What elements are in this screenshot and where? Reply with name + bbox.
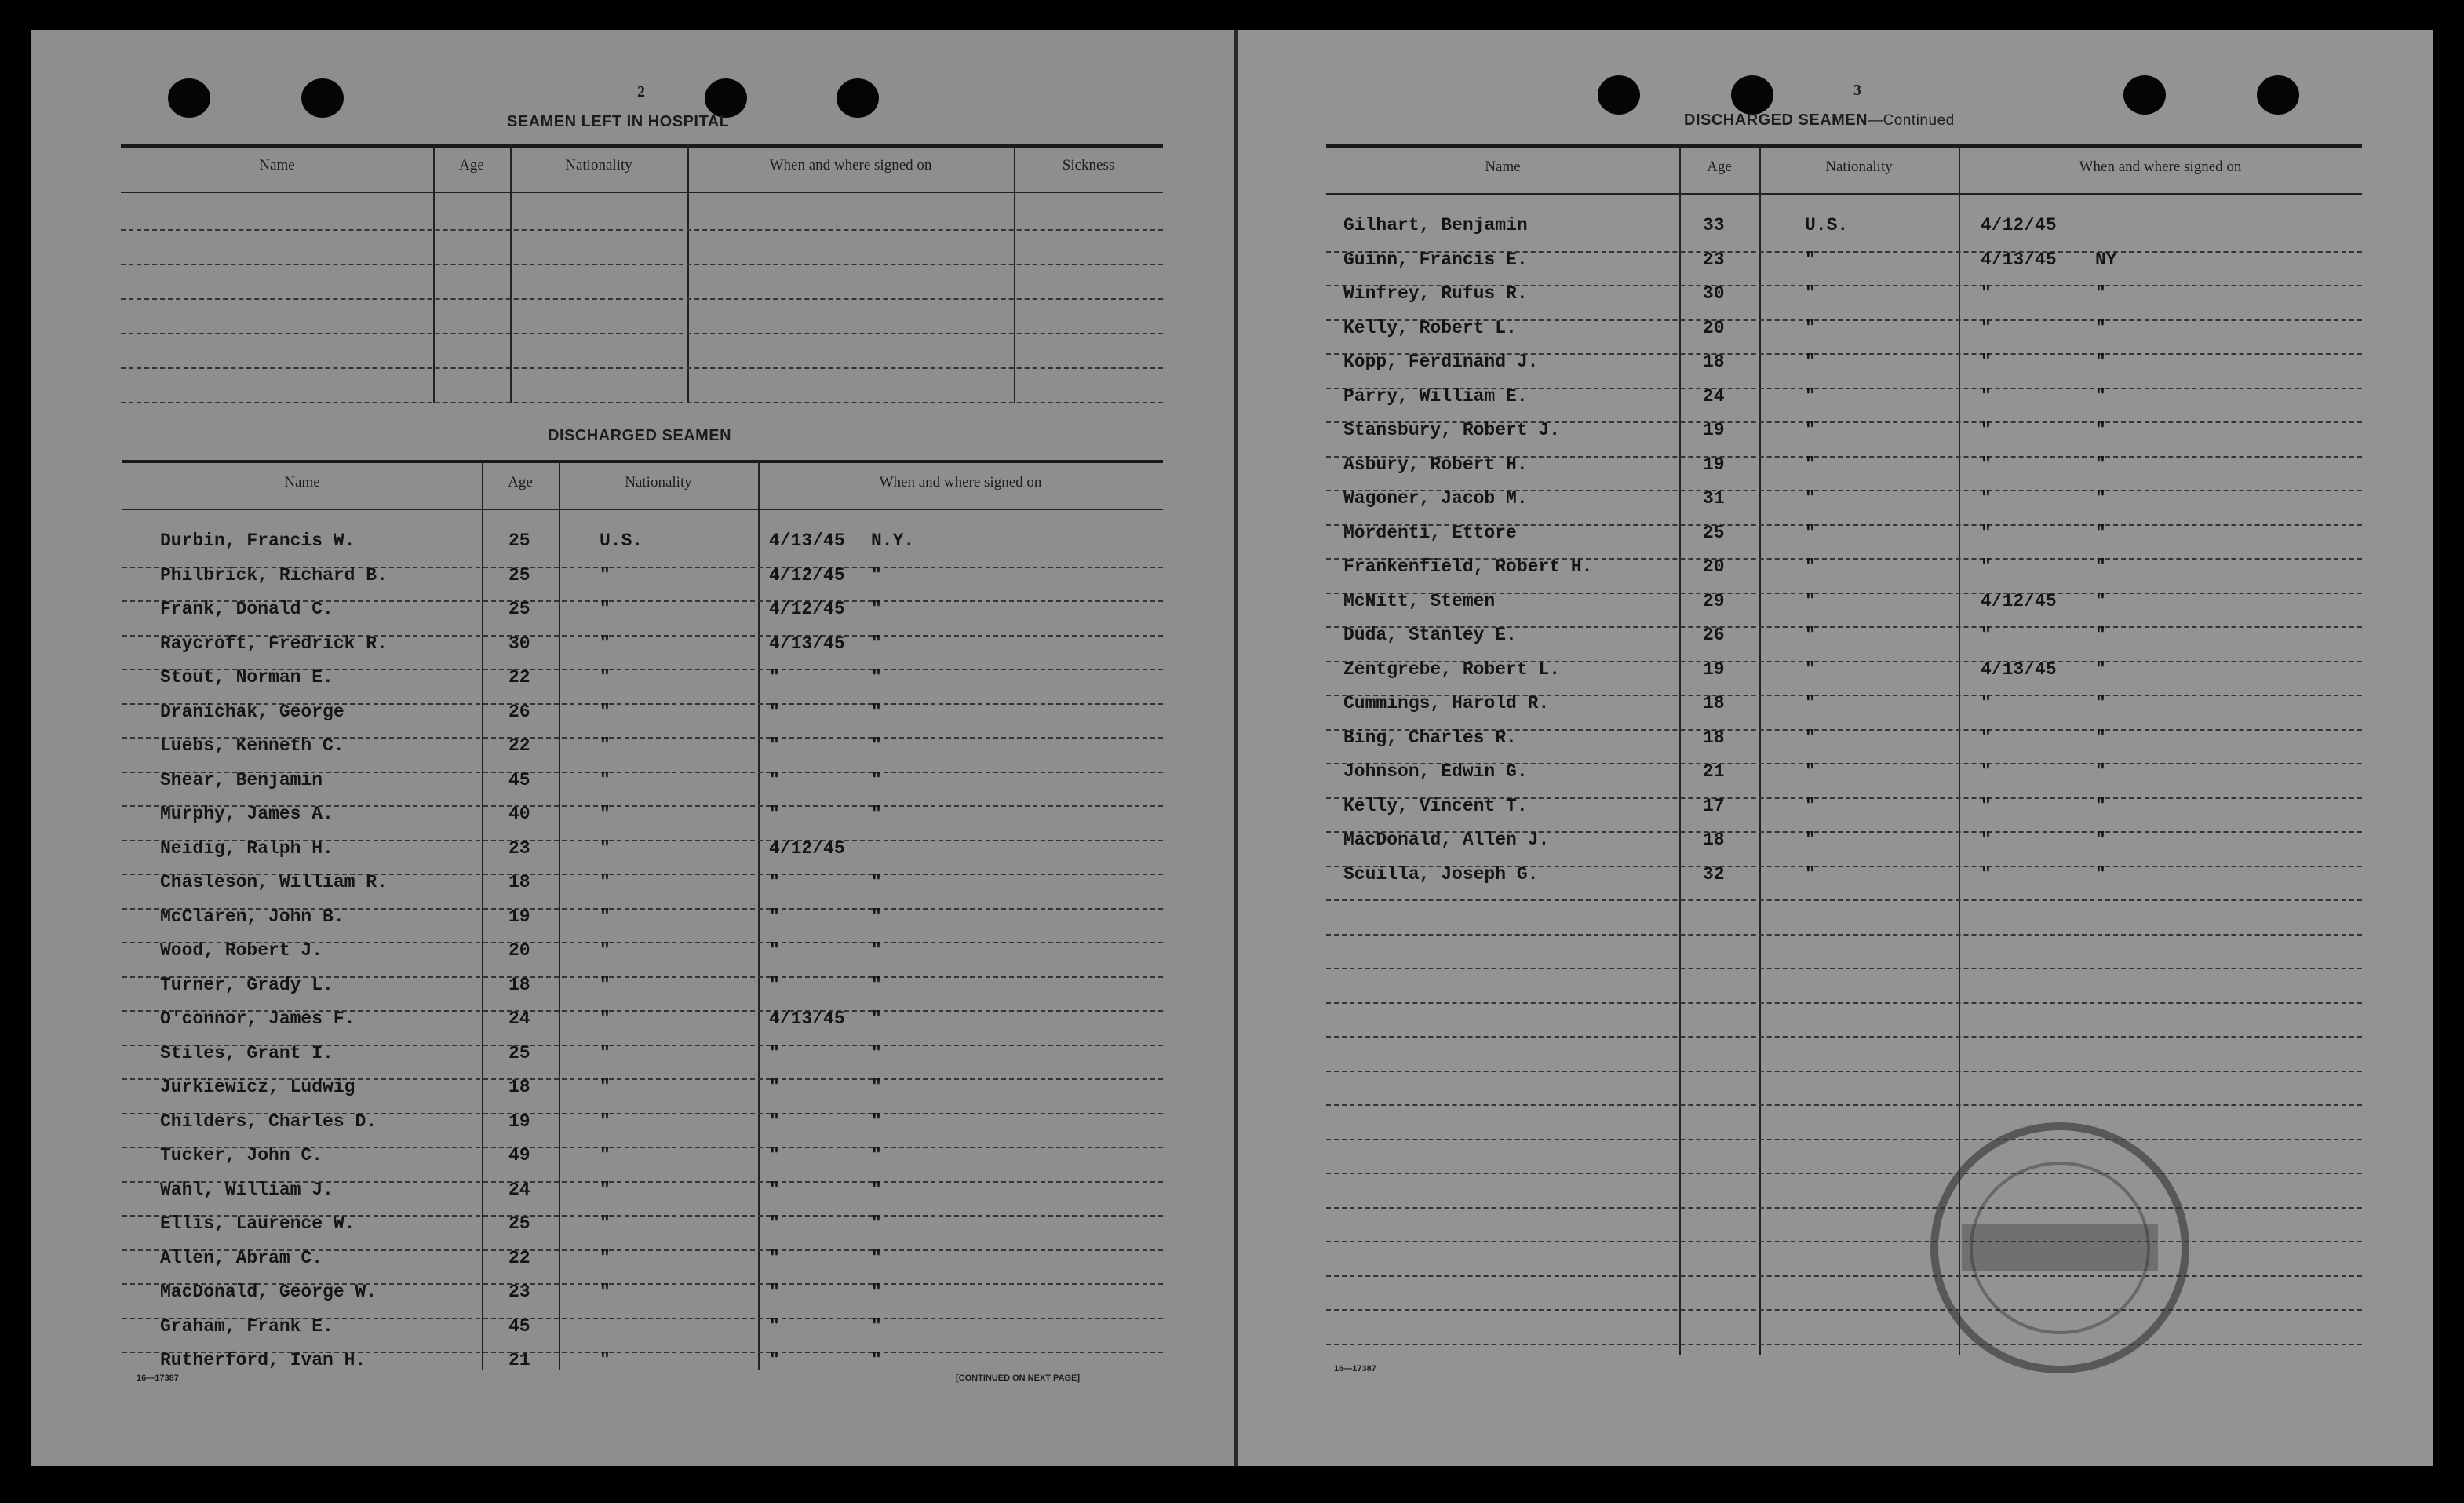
cell-name: Duda, Stanley E. xyxy=(1343,625,1517,645)
cell-signed: " xyxy=(1981,454,1992,475)
row-rule xyxy=(121,367,1163,369)
cell-signed: 4/13/45 xyxy=(1981,249,2057,270)
row-rule xyxy=(1326,1036,2362,1038)
discharged-section-title: DISCHARGED SEAMEN xyxy=(548,427,732,444)
cell-signed: " xyxy=(769,1213,780,1234)
column-header: Nationality xyxy=(625,474,692,491)
cell-place: " xyxy=(2095,454,2106,475)
column-divider xyxy=(482,460,483,1370)
cell-age: 29 xyxy=(1703,590,1725,611)
cell-signed: " xyxy=(1981,556,1992,577)
cell-age: 20 xyxy=(508,940,530,961)
cell-name: Tucker, John C. xyxy=(160,1145,323,1166)
column-header: Age xyxy=(1707,159,1732,175)
cell-age: 23 xyxy=(508,837,530,859)
cell-age: 19 xyxy=(1703,658,1725,680)
cell-name: Mordenti, Ettore xyxy=(1343,522,1517,543)
cell-place: " xyxy=(871,804,882,824)
cell-place: " xyxy=(871,1247,882,1268)
cell-signed: 4/13/45 xyxy=(1981,658,2057,680)
cell-signed: " xyxy=(769,769,780,790)
cell-age: 20 xyxy=(1703,317,1725,338)
cell-signed: " xyxy=(769,974,780,995)
cell-name: Scuilla, Joseph G. xyxy=(1343,863,1539,885)
cell-place: " xyxy=(871,769,882,790)
cell-signed: " xyxy=(769,735,780,756)
cell-name: McClaren, John B. xyxy=(160,906,344,927)
cell-age: 24 xyxy=(508,1009,530,1029)
cell-nationality: " xyxy=(600,1247,611,1268)
cell-name: Durbin, Francis W. xyxy=(160,531,355,551)
cell-place: " xyxy=(871,872,882,892)
table-top-rule xyxy=(122,460,1163,463)
cell-nationality: " xyxy=(1805,317,1816,338)
punch-hole xyxy=(2123,75,2166,115)
cell-place: " xyxy=(2095,283,2106,304)
cell-nationality: " xyxy=(1805,283,1816,304)
row-rule xyxy=(1326,1241,2362,1242)
cell-place: " xyxy=(871,564,882,586)
cell-nationality: " xyxy=(600,1111,611,1132)
cell-signed: " xyxy=(769,1145,780,1166)
cell-nationality: " xyxy=(600,837,611,859)
cell-place: " xyxy=(871,667,882,688)
column-divider xyxy=(559,460,560,1370)
cell-signed: " xyxy=(769,1282,780,1302)
punch-hole xyxy=(1731,75,1773,115)
cell-place: " xyxy=(871,940,882,961)
cell-signed: " xyxy=(1981,761,1992,782)
cell-age: 18 xyxy=(1703,693,1725,713)
cell-age: 19 xyxy=(508,906,530,927)
cell-name: Cummings, Harold R. xyxy=(1343,693,1550,713)
row-rule xyxy=(121,402,1163,403)
cell-nationality: " xyxy=(600,701,611,722)
discharged-continued-title xyxy=(1684,111,1955,130)
cell-age: 25 xyxy=(508,599,530,619)
cell-nationality: U.S. xyxy=(1805,215,1849,235)
cell-name: Wood, Robert J. xyxy=(160,940,323,961)
cell-name: Raycroft, Fredrick R. xyxy=(160,633,388,654)
cell-name: Philbrick, Richard B. xyxy=(160,564,388,586)
cell-name: Ellis, Laurence W. xyxy=(160,1213,355,1234)
cell-name: Chasleson, William R. xyxy=(160,872,388,892)
column-divider xyxy=(433,144,435,403)
cell-nationality: " xyxy=(600,1042,611,1063)
cell-name: MacDonald, Allen J. xyxy=(1343,830,1550,850)
cell-place: " xyxy=(2095,317,2106,338)
cell-place: " xyxy=(2095,385,2106,407)
cell-name: Parry, William E. xyxy=(1343,385,1528,407)
cell-age: 18 xyxy=(508,974,530,995)
cell-age: 22 xyxy=(508,1247,530,1268)
cell-signed: 4/13/45 xyxy=(769,1009,845,1029)
cell-place: " xyxy=(871,1042,882,1063)
cell-signed: " xyxy=(1981,625,1992,645)
column-header: Sickness xyxy=(1062,157,1115,173)
form-number: 16—17387 xyxy=(137,1373,179,1383)
row-rule xyxy=(1326,1104,2362,1106)
cell-nationality: " xyxy=(600,872,611,892)
cell-signed: " xyxy=(1981,795,1992,816)
cell-nationality: " xyxy=(600,1009,611,1029)
cell-name: Dranichak, George xyxy=(160,701,344,722)
cell-signed: " xyxy=(769,804,780,824)
cell-nationality: " xyxy=(1805,385,1816,407)
cell-nationality: " xyxy=(600,633,611,654)
cell-signed: 4/13/45 xyxy=(769,633,845,654)
column-header: Age xyxy=(508,474,533,491)
page-fold xyxy=(1234,30,1238,1466)
cell-age: 30 xyxy=(508,633,530,654)
column-header: When and where signed on xyxy=(879,474,1042,491)
cell-nationality: " xyxy=(1805,830,1816,850)
cell-signed: " xyxy=(769,1179,780,1200)
column-header: Age xyxy=(459,157,484,173)
cell-place: " xyxy=(871,974,882,995)
cell-name: O'connor, James F. xyxy=(160,1009,355,1029)
form-number: 16—17387 xyxy=(1334,1364,1376,1373)
cell-place: " xyxy=(2095,522,2106,543)
right-page xyxy=(1238,30,2433,1466)
cell-nationality: " xyxy=(600,1179,611,1200)
cell-signed: " xyxy=(769,1077,780,1097)
cell-name: Neidig, Ralph H. xyxy=(160,837,334,859)
cell-age: 19 xyxy=(1703,420,1725,440)
cell-signed: " xyxy=(1981,317,1992,338)
cell-name: Frank, Donald C. xyxy=(160,599,334,619)
cell-name: Murphy, James A. xyxy=(160,804,334,824)
punch-hole xyxy=(2257,75,2299,115)
cell-signed: " xyxy=(769,1350,780,1370)
cell-nationality: " xyxy=(600,974,611,995)
column-header: Nationality xyxy=(1825,159,1893,175)
cell-name: Stiles, Grant I. xyxy=(160,1042,334,1063)
cell-age: 25 xyxy=(508,1042,530,1063)
cell-nationality: " xyxy=(600,769,611,790)
cell-place: " xyxy=(2095,761,2106,782)
cell-signed: " xyxy=(1981,863,1992,885)
cell-age: 21 xyxy=(508,1350,530,1370)
column-divider xyxy=(687,144,689,403)
row-rule xyxy=(1326,1309,2362,1311)
row-rule xyxy=(1326,934,2362,936)
row-rule xyxy=(121,298,1163,300)
cell-age: 25 xyxy=(508,564,530,586)
row-rule xyxy=(121,229,1163,231)
continued-note: [CONTINUED ON NEXT PAGE] xyxy=(956,1373,1081,1383)
cell-signed: " xyxy=(769,1247,780,1268)
cell-place: " xyxy=(871,599,882,619)
cell-place: " xyxy=(2095,727,2106,748)
cell-age: 49 xyxy=(508,1145,530,1166)
cell-age: 19 xyxy=(508,1111,530,1132)
column-header: Name xyxy=(284,474,320,491)
cell-age: 23 xyxy=(1703,249,1725,270)
cell-place: " xyxy=(2095,830,2106,850)
cell-place: " xyxy=(2095,658,2106,680)
page-number: 2 xyxy=(637,83,645,100)
cell-nationality: " xyxy=(600,1077,611,1097)
cell-place: " xyxy=(871,1145,882,1166)
cell-nationality: " xyxy=(600,1145,611,1166)
column-divider xyxy=(1014,144,1015,403)
cell-signed: 4/12/45 xyxy=(1981,215,2057,235)
cell-age: 26 xyxy=(1703,625,1725,645)
cell-name: Johnson, Edwin G. xyxy=(1343,761,1528,782)
cell-nationality: " xyxy=(600,1282,611,1302)
cell-age: 20 xyxy=(1703,556,1725,577)
row-rule xyxy=(1326,1207,2362,1209)
cell-age: 40 xyxy=(508,804,530,824)
cell-place: " xyxy=(871,735,882,756)
cell-signed: " xyxy=(1981,488,1992,509)
cell-name: Kopp, Ferdinand J. xyxy=(1343,352,1539,372)
cell-place: N.Y. xyxy=(871,531,915,551)
cell-place: " xyxy=(871,906,882,927)
cell-nationality: " xyxy=(1805,556,1816,577)
cell-age: 18 xyxy=(1703,727,1725,748)
cell-nationality: " xyxy=(1805,454,1816,475)
row-rule xyxy=(1326,1344,2362,1345)
column-header: When and where signed on xyxy=(2079,159,2242,175)
cell-age: 21 xyxy=(1703,761,1725,782)
cell-nationality: " xyxy=(1805,590,1816,611)
row-rule xyxy=(121,264,1163,265)
cell-place: " xyxy=(871,1179,882,1200)
cell-nationality: " xyxy=(600,667,611,688)
cell-age: 45 xyxy=(508,769,530,790)
cell-place: " xyxy=(871,1315,882,1337)
cell-place: " xyxy=(871,1213,882,1234)
cell-name: Gilhart, Benjamin xyxy=(1343,215,1528,235)
page-number: 3 xyxy=(1853,82,1861,99)
hospital-section-title: SEAMEN LEFT IN HOSPITAL xyxy=(507,113,730,130)
cell-name: Zentgrebe, Robert L. xyxy=(1343,658,1561,680)
cell-place: " xyxy=(2095,863,2106,885)
official-stamp xyxy=(1930,1122,2189,1373)
table-header-rule xyxy=(122,509,1163,510)
cell-place: " xyxy=(2095,625,2106,645)
cell-place: " xyxy=(2095,590,2106,611)
cell-signed: " xyxy=(769,1111,780,1132)
cell-name: Luebs, Kenneth C. xyxy=(160,735,344,756)
row-rule xyxy=(1326,1173,2362,1174)
cell-nationality: " xyxy=(600,599,611,619)
cell-age: 19 xyxy=(1703,454,1725,475)
cell-place: " xyxy=(2095,488,2106,509)
cell-signed: " xyxy=(1981,693,1992,713)
cell-age: 18 xyxy=(1703,352,1725,372)
cell-nationality: " xyxy=(600,906,611,927)
cell-nationality: " xyxy=(1805,488,1816,509)
column-header: When and where signed on xyxy=(769,157,932,173)
cell-name: Frankenfield, Robert H. xyxy=(1343,556,1593,577)
table-top-rule xyxy=(121,144,1163,148)
cell-name: Allen, Abram C. xyxy=(160,1247,323,1268)
cell-signed: " xyxy=(769,667,780,688)
cell-name: Stout, Norman E. xyxy=(160,667,334,688)
cell-age: 18 xyxy=(508,1077,530,1097)
cell-nationality: " xyxy=(1805,795,1816,816)
cell-place: " xyxy=(2095,352,2106,372)
cell-nationality: U.S. xyxy=(600,531,643,551)
cell-signed: " xyxy=(769,1042,780,1063)
cell-signed: " xyxy=(1981,522,1992,543)
cell-age: 23 xyxy=(508,1282,530,1302)
cell-place: " xyxy=(871,1350,882,1370)
cell-signed: " xyxy=(1981,727,1992,748)
cell-signed: " xyxy=(769,906,780,927)
cell-nationality: " xyxy=(600,1213,611,1234)
cell-age: 25 xyxy=(508,531,530,551)
cell-nationality: " xyxy=(1805,863,1816,885)
title-suffix: —Continued xyxy=(1868,112,1955,129)
table-header-rule xyxy=(121,192,1163,193)
cell-signed: " xyxy=(769,701,780,722)
cell-place: " xyxy=(871,1282,882,1302)
table-top-rule xyxy=(1326,144,2362,148)
cell-nationality: " xyxy=(1805,625,1816,645)
cell-name: Wagoner, Jacob M. xyxy=(1343,488,1528,509)
cell-age: 18 xyxy=(1703,830,1725,850)
cell-signed: " xyxy=(769,1315,780,1337)
cell-nationality: " xyxy=(600,564,611,586)
row-rule xyxy=(1326,899,2362,901)
cell-name: Jurkiewicz, Ludwig xyxy=(160,1077,355,1097)
punch-hole xyxy=(168,78,210,118)
column-divider xyxy=(758,460,760,1370)
cell-place: NY xyxy=(2095,249,2117,270)
cell-age: 26 xyxy=(508,701,530,722)
cell-nationality: " xyxy=(1805,352,1816,372)
row-rule xyxy=(1326,1002,2362,1004)
cell-signed: " xyxy=(1981,830,1992,850)
cell-name: Childers, Charles D. xyxy=(160,1111,377,1132)
cell-nationality: " xyxy=(600,940,611,961)
row-rule xyxy=(1326,968,2362,969)
cell-place: " xyxy=(871,1077,882,1097)
cell-signed: 4/12/45 xyxy=(769,837,845,859)
cell-name: Turner, Grady L. xyxy=(160,974,334,995)
cell-signed: " xyxy=(769,940,780,961)
row-rule xyxy=(1326,1275,2362,1277)
cell-place: " xyxy=(871,1111,882,1132)
cell-place: " xyxy=(871,633,882,654)
cell-age: 45 xyxy=(508,1315,530,1337)
cell-nationality: " xyxy=(600,804,611,824)
cell-nationality: " xyxy=(600,1350,611,1370)
cell-age: 18 xyxy=(508,872,530,892)
cell-name: Guinn, Francis E. xyxy=(1343,249,1528,270)
table-header-rule xyxy=(1326,193,2362,195)
cell-age: 24 xyxy=(1703,385,1725,407)
cell-place: " xyxy=(2095,420,2106,440)
cell-signed: " xyxy=(1981,420,1992,440)
column-divider xyxy=(510,144,512,403)
cell-age: 25 xyxy=(508,1213,530,1234)
cell-nationality: " xyxy=(1805,693,1816,713)
cell-name: Graham, Frank E. xyxy=(160,1315,334,1337)
cell-name: Winfrey, Rufus R. xyxy=(1343,283,1528,304)
cell-name: MacDonald, George W. xyxy=(160,1282,377,1302)
cell-signed: " xyxy=(1981,385,1992,407)
row-rule xyxy=(121,333,1163,334)
cell-nationality: " xyxy=(1805,761,1816,782)
cell-name: Bing, Charles R. xyxy=(1343,727,1517,748)
cell-name: Wahl, William J. xyxy=(160,1179,334,1200)
cell-age: 22 xyxy=(508,735,530,756)
cell-name: Rutherford, Ivan H. xyxy=(160,1350,366,1370)
column-header: Name xyxy=(259,157,295,173)
cell-place: " xyxy=(871,701,882,722)
cell-name: McNitt, Stemen xyxy=(1343,590,1496,611)
cell-age: 17 xyxy=(1703,795,1725,816)
column-header: Name xyxy=(1485,159,1521,175)
cell-age: 31 xyxy=(1703,488,1725,509)
cell-place: " xyxy=(2095,693,2106,713)
cell-name: Stansbury, Robert J. xyxy=(1343,420,1561,440)
cell-nationality: " xyxy=(1805,522,1816,543)
cell-signed: 4/13/45 xyxy=(769,531,845,551)
cell-place: " xyxy=(2095,795,2106,816)
cell-nationality: " xyxy=(1805,249,1816,270)
cell-name: Kelly, Robert L. xyxy=(1343,317,1517,338)
cell-age: 22 xyxy=(508,667,530,688)
cell-age: 30 xyxy=(1703,283,1725,304)
cell-age: 33 xyxy=(1703,215,1725,235)
cell-age: 24 xyxy=(508,1179,530,1200)
cell-name: Shear, Benjamin xyxy=(160,769,323,790)
cell-signed: 4/12/45 xyxy=(769,599,845,619)
cell-name: Kelly, Vincent T. xyxy=(1343,795,1528,816)
cell-nationality: " xyxy=(600,735,611,756)
cell-place: " xyxy=(2095,556,2106,577)
cell-nationality: " xyxy=(1805,727,1816,748)
cell-nationality: " xyxy=(1805,658,1816,680)
cell-signed: " xyxy=(1981,283,1992,304)
cell-signed: " xyxy=(1981,352,1992,372)
cell-place: " xyxy=(871,1009,882,1029)
row-rule xyxy=(1326,1071,2362,1072)
punch-hole xyxy=(837,78,879,118)
title-text: DISCHARGED SEAMEN xyxy=(1684,111,1868,129)
cell-signed: 4/12/45 xyxy=(769,564,845,586)
row-rule xyxy=(1326,1139,2362,1140)
cell-signed: " xyxy=(769,872,780,892)
punch-hole xyxy=(301,78,344,118)
punch-hole xyxy=(1598,75,1640,115)
cell-name: Asbury, Robert H. xyxy=(1343,454,1528,475)
cell-signed: 4/12/45 xyxy=(1981,590,2057,611)
cell-age: 25 xyxy=(1703,522,1725,543)
cell-age: 32 xyxy=(1703,863,1725,885)
column-header: Nationality xyxy=(565,157,632,173)
cell-nationality: " xyxy=(1805,420,1816,440)
punch-hole xyxy=(705,78,747,118)
